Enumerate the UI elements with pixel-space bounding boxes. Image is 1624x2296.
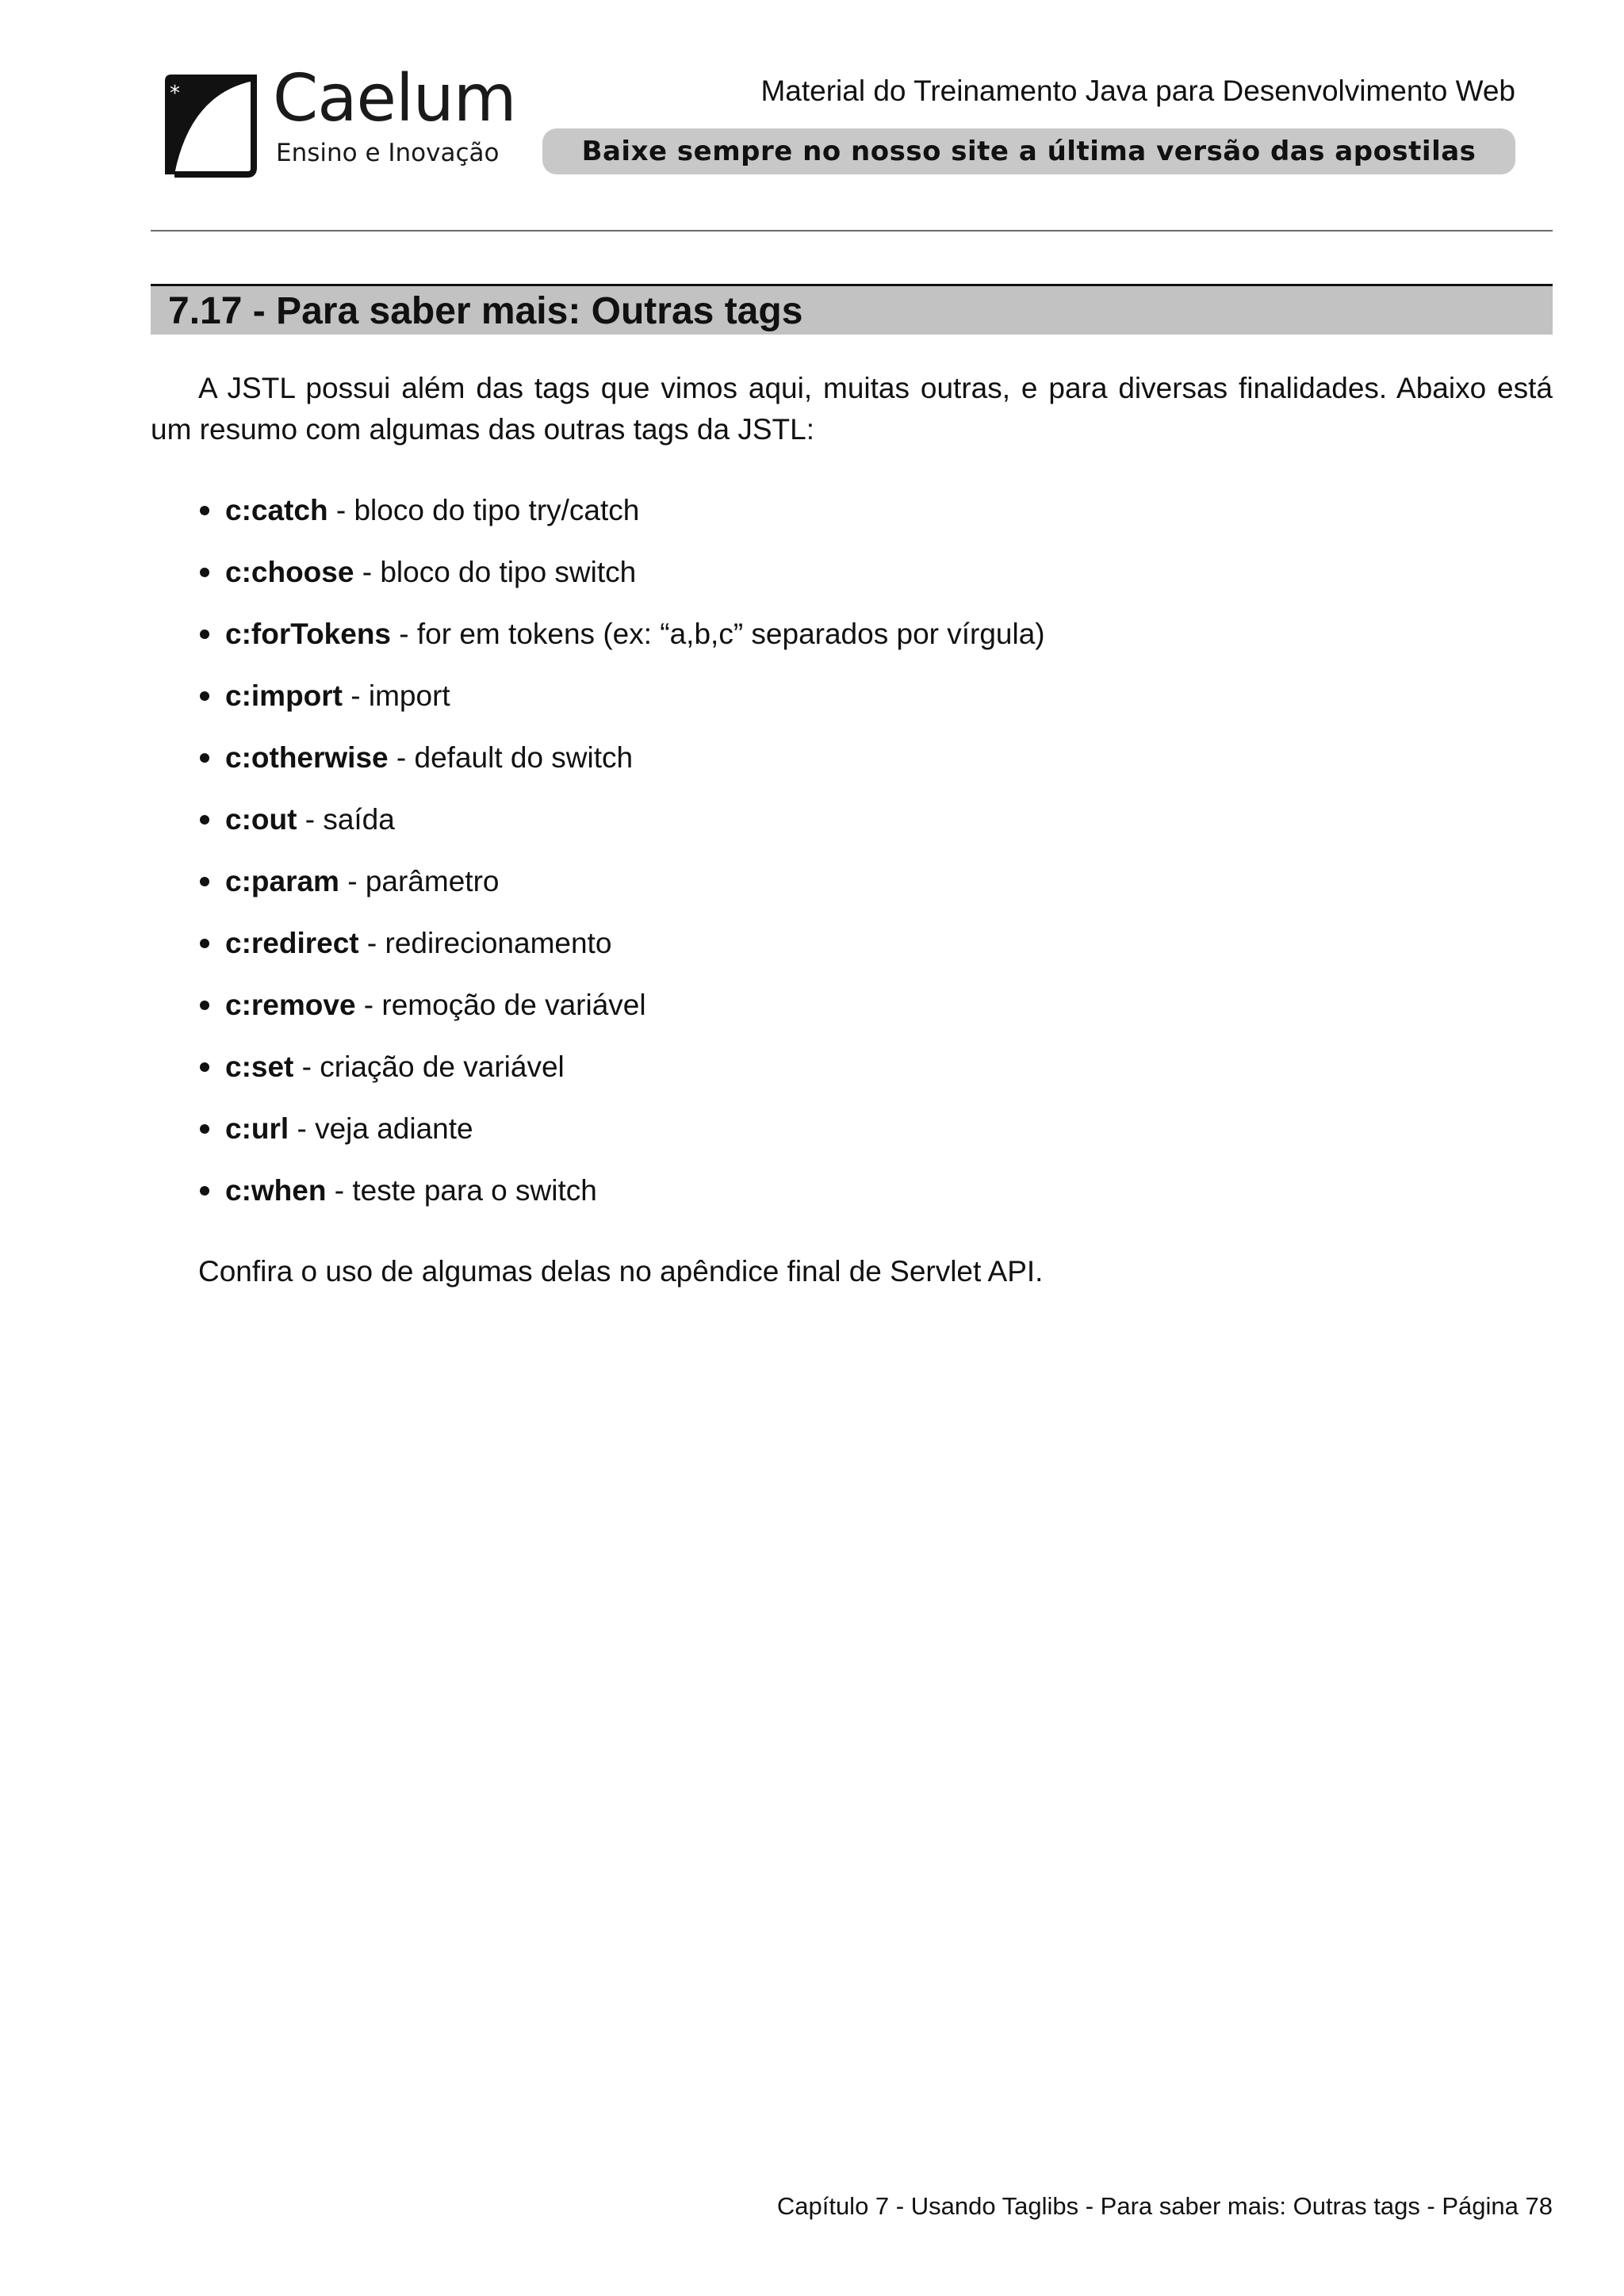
tag-description: - criação de variável (293, 1050, 565, 1083)
bullet-icon (200, 1062, 209, 1072)
header-divider (151, 230, 1553, 232)
tag-name: c:when (225, 1174, 327, 1207)
tag-name: c:otherwise (225, 741, 389, 774)
tag-description: - remoção de variável (355, 989, 646, 1021)
section-heading (151, 284, 1553, 335)
tag-list (151, 485, 1553, 1227)
tag-description: - import (343, 679, 450, 712)
list-item (151, 1165, 1553, 1227)
page-footer: Capítulo 7 - Usando Taglibs - Para saber mais: Outras tags - Página 78 (776, 2192, 1553, 2220)
list-item (151, 980, 1553, 1042)
svg-text:*: * (170, 82, 180, 105)
logo-tagline: Ensino e Inovação (276, 139, 500, 167)
list-item (151, 1042, 1553, 1104)
tag-name: c:remove (225, 989, 356, 1021)
tag-description: - redirecionamento (358, 927, 612, 959)
bullet-icon (200, 1186, 209, 1196)
tag-description: - default do switch (388, 741, 634, 774)
list-item (151, 547, 1553, 609)
tag-name: c:import (225, 679, 343, 712)
list-item (151, 856, 1553, 918)
bullet-icon (200, 815, 209, 825)
bullet-icon (200, 877, 209, 886)
closing-paragraph: Confira o uso de algumas delas no apêndice final de Servlet API. (198, 1255, 1044, 1288)
bullet-icon (200, 753, 209, 763)
intro-paragraph: A JSTL possui além das tags que vimos aqui, muitas outras, e para diversas finalidades. Abaixo está um resumo com algumas das outras tags da JSTL: (151, 372, 1553, 446)
tag-name: c:out (225, 803, 297, 836)
bullet-icon (200, 506, 209, 515)
tag-description: - saída (297, 803, 395, 836)
bullet-icon (200, 568, 209, 577)
tag-name: c:redirect (225, 927, 359, 959)
list-item (151, 918, 1553, 980)
bullet-icon (200, 939, 209, 948)
list-item (151, 733, 1553, 794)
bullet-icon (200, 1124, 209, 1134)
tag-description: - for em tokens (ex: “a,b,c” separados por vírgula) (391, 618, 1045, 650)
list-item (151, 1104, 1553, 1165)
caelum-logo-mark-icon (157, 70, 260, 178)
tag-description: - bloco do tipo try/catch (327, 494, 640, 526)
tag-name: c:catch (225, 494, 328, 526)
list-item (151, 609, 1553, 671)
bullet-icon (200, 1001, 209, 1010)
download-banner: Baixe sempre no nosso site a última versão das apostilas (542, 128, 1515, 174)
tag-name: c:set (225, 1050, 294, 1083)
list-item (151, 671, 1553, 733)
list-item (151, 794, 1553, 856)
list-item (151, 485, 1553, 547)
tag-name: c:forTokens (225, 618, 392, 650)
logo-name: Caelum (273, 61, 516, 136)
caelum-logo (157, 61, 516, 181)
section-heading-text: 7.17 - Para saber mais: Outras tags (168, 290, 803, 332)
tag-description: - bloco do tipo switch (354, 556, 637, 588)
tag-description: - teste para o switch (326, 1174, 597, 1207)
tag-name: c:param (225, 865, 339, 897)
tag-description: - parâmetro (339, 865, 500, 897)
tag-name: c:choose (225, 556, 354, 588)
bullet-icon (200, 691, 209, 701)
header-title: Material do Treinamento Java para Desenvolvimento Web (760, 75, 1515, 107)
bullet-icon (200, 629, 209, 639)
tag-name: c:url (225, 1112, 289, 1145)
tag-description: - veja adiante (289, 1112, 473, 1145)
